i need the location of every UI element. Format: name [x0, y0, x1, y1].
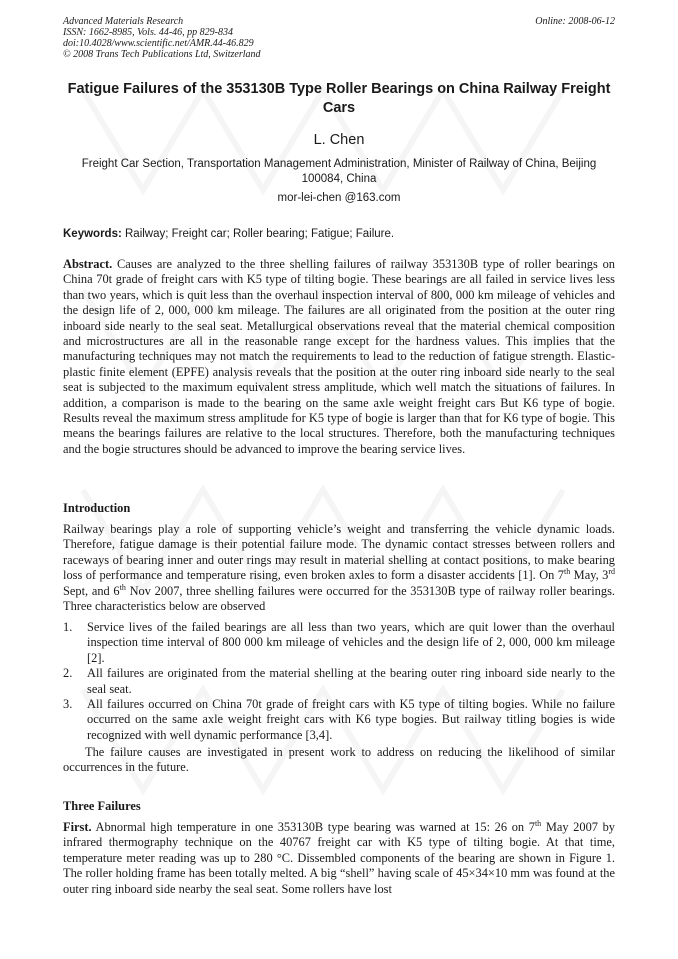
issn-line: ISSN: 1662-8985, Vols. 44-46, pp 829-834: [63, 27, 233, 38]
abstract: [63, 257, 615, 457]
online-date: Online: 2008-06-12: [535, 16, 615, 27]
characteristics-list: [63, 620, 615, 743]
list-item-text: All failures occurred on China 70t grade of freight cars with K5 type of tilting bogies. While no failure occurred on the same axle weight freight cars with K6 type bogies. But railway titling bogies is wide recognized with well dynamic performance [3,4].: [87, 697, 615, 742]
first-label: First.: [63, 820, 92, 834]
list-item-number: 3.: [63, 697, 73, 712]
list-item-text: All failures are originated from the material shelling at the bearing outer ring inboard side nearly to the seal seat.: [87, 666, 615, 696]
abstract-label: Abstract.: [63, 257, 113, 271]
copyright-line: © 2008 Trans Tech Publications Ltd, Switzerland: [63, 49, 261, 60]
list-item-number: 1.: [63, 620, 73, 634]
author-name: L. Chen: [313, 132, 365, 148]
introduction-closing: The failure causes are investigated in present work to address on reducing the likelihood of similar occurrences in the future.: [63, 745, 615, 775]
first-text-b: May 2007 by infrared thermography technique on the 40767 freight car with K5 type of tilting bogie. At that time, temperature meter reading was up to 280 °C. Dissembled components of the bearing are shown in Figure 1. The roller holding frame has been totally melted. A big “shell” having scale of 45×34×10 mm was found at the outer ring inboard side nearby the seal seat. Some rollers have lost: [63, 820, 615, 896]
abstract-text: Causes are analyzed to the three shelling failures of railway 353130B type of roller bearings on China 70t grade of freight cars with K5 type of tilting bogie. These bearings are all failed in service lives less than two years, which is quit less than the overhaul inspection interval of 800, 000 km mileage of vehicles and the design life of 2, 000, 000 km mileage. The failures are all originated from the position at the outer ring inboard side nearly to the seal seat. Metallurgical observations reveal that the material chemical composition and microstructures are all in the reasonable range except for the hardness values. This implies that the manufacturing techniques may not match the requirements to lead to the reduction of fatigue strength. Elastic-plastic finite element (EPFE) analysis reveals that the position at the outer ring inboard side nearly to the seal seat is subjected to the maximum equivalent stress amplitude, which well match the situations of failures. In addition, a comparison is made to the bearing on the same axle weight freight cars But K6 type of bogie. Results reveal the maximum stress amplitude for K5 type of bogie is larger than that for K6 type of bogie. This means the bearings failures are relative to the local structures. Therefore, both the manufacturing techniques and the bogie structures should be advanced to improve the bearing service lives.: [63, 257, 615, 456]
paper-title: Fatigue Failures of the 353130B Type Roller Bearings on China Railway Freight Cars: [67, 81, 611, 116]
first-failure-paragraph: [63, 820, 615, 897]
list-item-number: 2.: [63, 666, 73, 681]
intro-text-a: Railway bearings play a role of supporting vehicle’s weight and transferring the vehicle dynamic loads. Therefore, fatigue damage is their potential failure mode. The dynamic contact stresses between rollers and raceways of bearing inner and outer rings may result in material shelling at contact positions, to make bearing loss of performance and temperature rising, even broken axles to form a disaster accidents [1]. On 7: [63, 522, 615, 583]
author-email: mor-lei-chen @163.com: [277, 192, 401, 204]
intro-text-b: May, 3: [570, 568, 609, 583]
three-failures-heading: Three Failures: [63, 799, 141, 813]
introduction-heading: Introduction: [63, 501, 131, 515]
introduction-paragraph: [63, 522, 615, 614]
first-text-a: Abnormal high temperature in one 353130B type bearing was warned at 15: 26 on 7: [95, 820, 535, 834]
intro-text-d: Nov 2007, three shelling failures were occurred for the 353130B type of railway roller bearings. Three characteristics below are observed: [63, 583, 615, 614]
intro-text-c: Sept, and 6: [63, 583, 120, 598]
list-item: [63, 666, 615, 697]
list-item: [63, 697, 615, 743]
author-affiliation: Freight Car Section, Transportation Management Administration, Minister of Railway of China, Beijing 100084, China: [81, 158, 597, 185]
doi-line: doi:10.4028/www.scientific.net/AMR.44-46.829: [63, 38, 254, 49]
first-sup-1: th: [534, 818, 542, 828]
intro-sup-1: th: [564, 567, 571, 577]
list-item: [63, 620, 615, 666]
journal-header: [63, 16, 261, 60]
keywords: [63, 228, 615, 240]
journal-name: Advanced Materials Research: [63, 16, 184, 27]
list-item-text: Service lives of the failed bearings are all less than two years, which are quit lower than the overhaul inspection time interval of 800 000 km mileage of vehicles and the design life of 2, 000, 000 km mileage [2].: [87, 620, 615, 665]
keywords-text: Railway; Freight car; Roller bearing; Fatigue; Failure.: [125, 228, 395, 240]
intro-sup-2: rd: [608, 567, 615, 577]
keywords-label: Keywords:: [63, 228, 122, 240]
intro-sup-3: th: [119, 582, 126, 592]
